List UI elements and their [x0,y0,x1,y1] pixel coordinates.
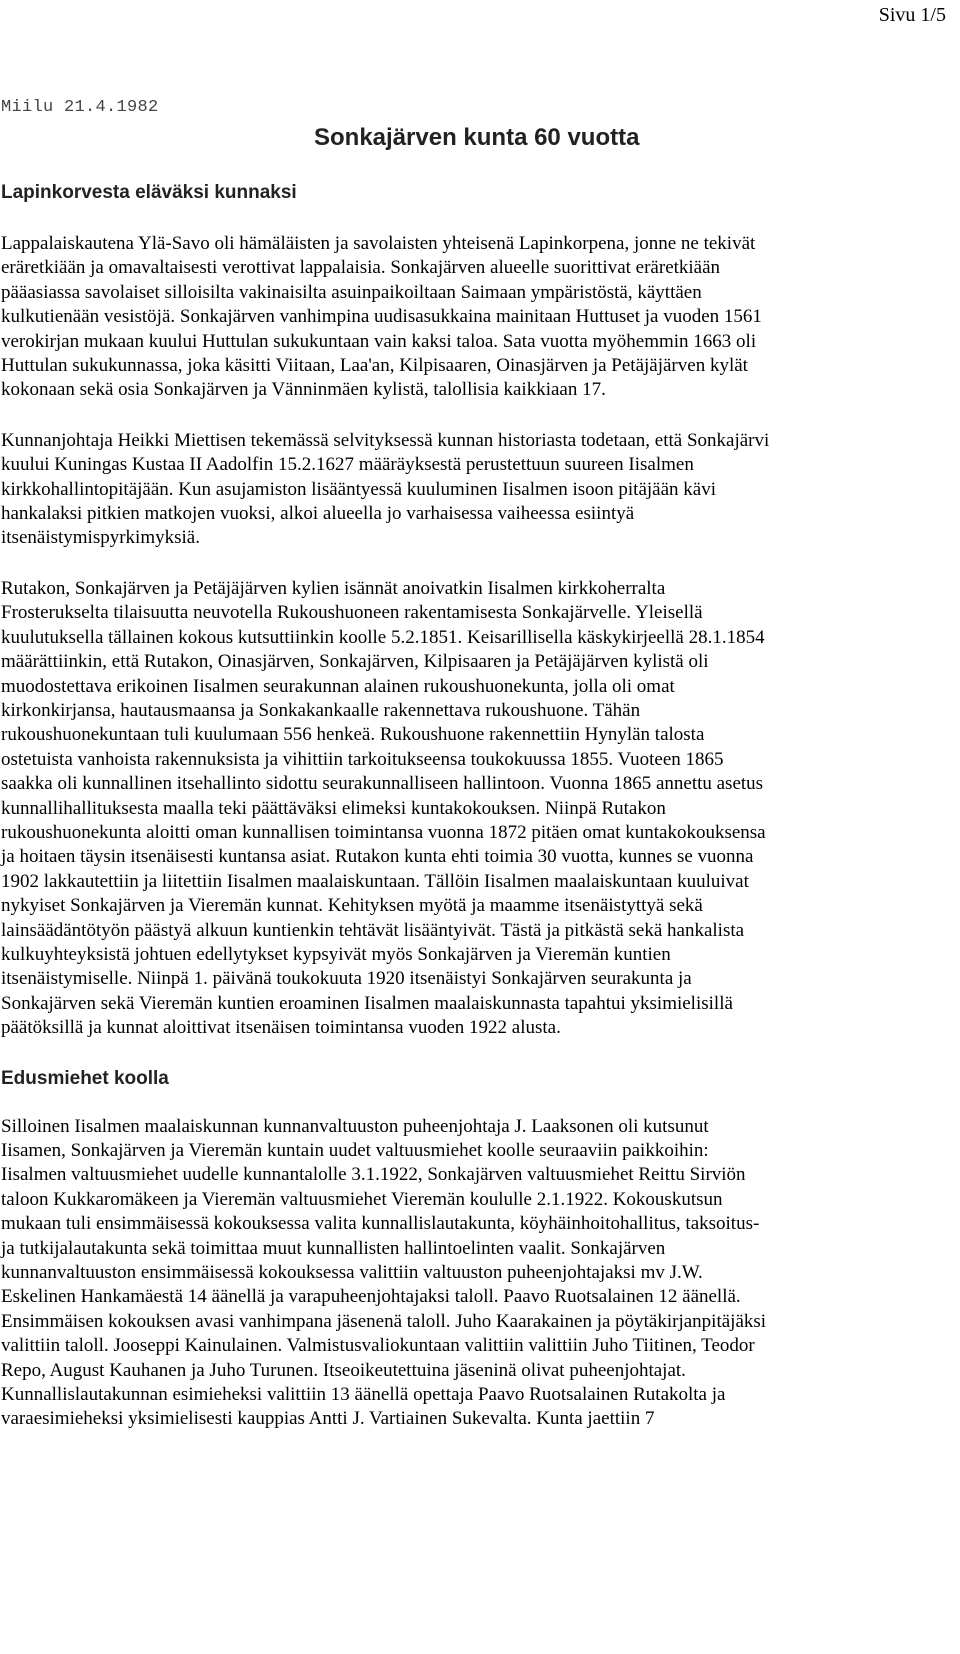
paragraph-line: ja hoitaen täysin itsenäisesti kuntansa asiat. Rutakon kunta ehti toimia 30 vuotta, kunnes se vuonna [1,846,754,868]
paragraph-line: Silloinen Iisalmen maalaiskunnan kunnanvaltuuston puheenjohtaja J. Laaksonen oli kutsunut [1,1115,709,1137]
paragraph-line: hankalaksi pitkien matkojen vuoksi, alkoi alueella jo varhaisessa vaiheessa esiintyä [1,503,635,525]
paragraph-line: kuulutuksella tällainen kokous kutsuttiinkin koolle 5.2.1851. Keisarillisella käskykirjeellä 28.1.1854 [1,626,765,648]
paragraph-line: nykyiset Sonkajärven ja Vieremän kunnat. Kehityksen myötä ja maamme itsenäistyttyä sekä [1,895,703,917]
page-number: Sivu 1/5 [878,4,946,26]
paragraph-line: itsenäistymiselle. Niinpä 1. päivänä toukokuuta 1920 itsenäistyi Sonkajärven seurakunta ja [1,968,692,990]
paragraph-line: Kunnanjohtaja Heikki Miettisen tekemässä selvityksessä kunnan historiasta todetaan, että Sonkajärvi [1,429,770,451]
paragraph-line: Huttulan sukukunnassa, joka käsitti Viitaan, Laa'an, Kilpisaaren, Oinasjärven ja Petäjäjärven kylät [1,355,748,377]
paragraph-line: rukoushuonekuntaan tuli kuulumaan 556 henkeä. Rukoushuone rakennettiin Hynylän talosta [1,724,705,746]
paragraph-line: Rutakon, Sonkajärven ja Petäjäjärven kylien isännät anoivatkin Iisalmen kirkkoherralta [1,577,666,599]
paragraph-line: valittiin taloll. Jooseppi Kainulainen. Valmistusvaliokuntaan valittiin valittiin Juho Tiitinen, Teodor [1,1335,755,1357]
paragraph-line: Eskelinen Hankamäestä 14 äänellä ja varapuheenjohtajaksi taloll. Paavo Ruotsalainen 12 äänellä. [1,1286,741,1308]
paragraph-line: 1902 lakkautettiin ja liitettiin Iisalmen maalaiskuntaan. Tällöin Iisalmen maalaiskuntaan kuuluivat [1,870,749,892]
paragraph-3 [1,577,953,1041]
paragraph-line: lainsäädäntötyön päästyä alkuun kuntienkin tehtävät lisääntyivät. Tästä ja pitkästä sekä hankalista [1,919,745,941]
paragraph-line: muodostettava erikoinen Iisalmen seurakunnan alainen rukoushuonekunta, jolla oli omat [1,675,675,697]
paragraph-4 [1,1115,953,1432]
paragraph-line: määrättiinkin, että Rutakon, Oinasjärven, Sonkajärven, Kilpisaaren ja Petäjäjärven kylistä oli [1,651,709,673]
paragraph-line: ja tutkijalautakunta sekä toimittaa muut kunnallisten hallintoelinten vaalit. Sonkajärven [1,1237,666,1259]
paragraph-line: rukoushuonekunta aloitti oman kunnallisen toimintansa vuonna 1872 pitäen omat kuntakokouksensa [1,821,766,843]
paragraph-line: Kunnallislautakunnan esimieheksi valittiin 13 äänellä opettaja Paavo Ruotsalainen Rutakolta ja [1,1384,726,1406]
paragraph-line: päätöksillä ja kunnat aloittivat itsenäisen toimintansa vuoden 1922 alusta. [1,1017,561,1039]
article-subtitle: Lapinkorvesta eläväksi kunnaksi [1,182,297,203]
paragraph-line: taloon Kukkaromäkeen ja Vieremän valtuusmiehet Vieremän koululle 2.1.1922. Kokouskutsun [1,1188,723,1210]
paragraph-line: kuului Kuningas Kustaa II Aadolfin 15.2.1627 määräyksestä perustettuun suureen Iisalmen [1,454,694,476]
paragraph-line: Frosterukselta tilaisuutta neuvotella Rukoushuoneen rakentamisesta Sonkajärvelle. Yleisellä [1,602,703,624]
paragraph-line: saakka oli kunnallinen itsehallinto sidottu seurakunnalliseen hallintoon. Vuonna 1865 annettu asetus [1,773,764,795]
paragraph-line: Iisalmen valtuusmiehet uudelle kunnantalolle 3.1.1922, Sonkajärven valtuusmiehet Reittu Sirviön [1,1164,746,1186]
paragraph-line: kirkkohallintopitäjään. Kun asujamiston lisääntyessä kuuluminen Iisalmen isoon pitäjään kävi [1,478,716,500]
paragraph-line: pääasiassa savolaiset silloisilta vakinaisilta asuinpaikoiltaan Saimaan ympäristöstä, käyttäen [1,281,702,303]
paragraph-line: Iisamen, Sonkajärven ja Vieremän kuntain uudet valtuusmiehet koolle seuraaviin paikkoihin: [1,1140,709,1161]
paragraph-line: Sonkajärven sekä Vieremän kuntien eroaminen Iisalmen maalaiskunnasta tapahtui yksimielisillä [1,992,733,1014]
article-body [1,232,953,1458]
paragraph-line: Repo, August Kauhanen ja Juho Turunen. Itseoikeutettuina jäseninä olivat puheenjohtajat. [1,1359,686,1381]
paragraph-line: kirkonkirjansa, hautausmaansa ja Sonkakankaalle rakennettava rukoushuone. Tähän [1,699,641,721]
paragraph-line: ostetuista vanhoista rakennuksista ja vihittiin tarkoitukseensa toukokuussa 1855. Vuoteen 1865 [1,748,724,770]
paragraph-line: verokirjan mukaan kuului Huttulan sukukuntaan vain kaksi taloa. Sata vuotta myöhemmin 1663 oli [1,330,757,352]
paragraph-line: Ensimmäisen kokouksen avasi vanhimpana jäsenenä taloll. Juho Kaarakainen ja pöytäkirjanpitäjäksi [1,1310,767,1332]
paragraph-2 [1,429,953,551]
paragraph-line: varaesimieheksi yksimielisesti kauppias Antti J. Vartiainen Sukevalta. Kunta jaettiin 7 [1,1408,655,1430]
paragraph-line: kunnanvaltuuston ensimmäisessä kokouksessa valittiin valtuuston puheenjohtajaksi mv J.W. [1,1262,703,1284]
paragraph-line: kulkuyhteyksistä johtuen edellytykset kypsyivät myös Sonkajärven ja Vieremän kuntien [1,943,671,965]
paragraph-line: mukaan tuli ensimmäisessä kokouksessa valita kunnallislautakunta, köyhäinhoitohallitus, taksoitus- [1,1213,760,1235]
paragraph-line: itsenäistymispyrkimyksiä. [1,527,200,549]
paragraph-line: kulkutienään vesistöjä. Sonkajärven vanhimpina uudisasukkaina mainitaan Huttuset ja vuoden 1561 [1,306,762,328]
article-title: Sonkajärven kunta 60 vuotta [314,124,640,151]
paragraph-line: kokonaan sekä osia Sonkajärven ja Vänninmäen kylistä, talollisia kaikkiaan 17. [1,379,606,401]
paragraph-1 [1,232,953,403]
article-byline: Miilu 21.4.1982 [1,98,159,117]
paragraph-line: Lappalaiskautena Ylä-Savo oli hämäläisten ja savolaisten yhteisenä Lapinkorpena, jonne ne tekivät [1,233,756,254]
paragraph-line: eräretkiään ja omavaltaisesti verottivat lappalaisia. Sonkajärven alueelle suorittivat eräretkiään [1,257,721,279]
paragraph-line: kunnallihallituksesta maalla teki päättäväksi elimeksi kuntakokouksen. Niinpä Rutakon [1,797,666,819]
section-heading: Edusmiehet koolla [1,1067,169,1089]
